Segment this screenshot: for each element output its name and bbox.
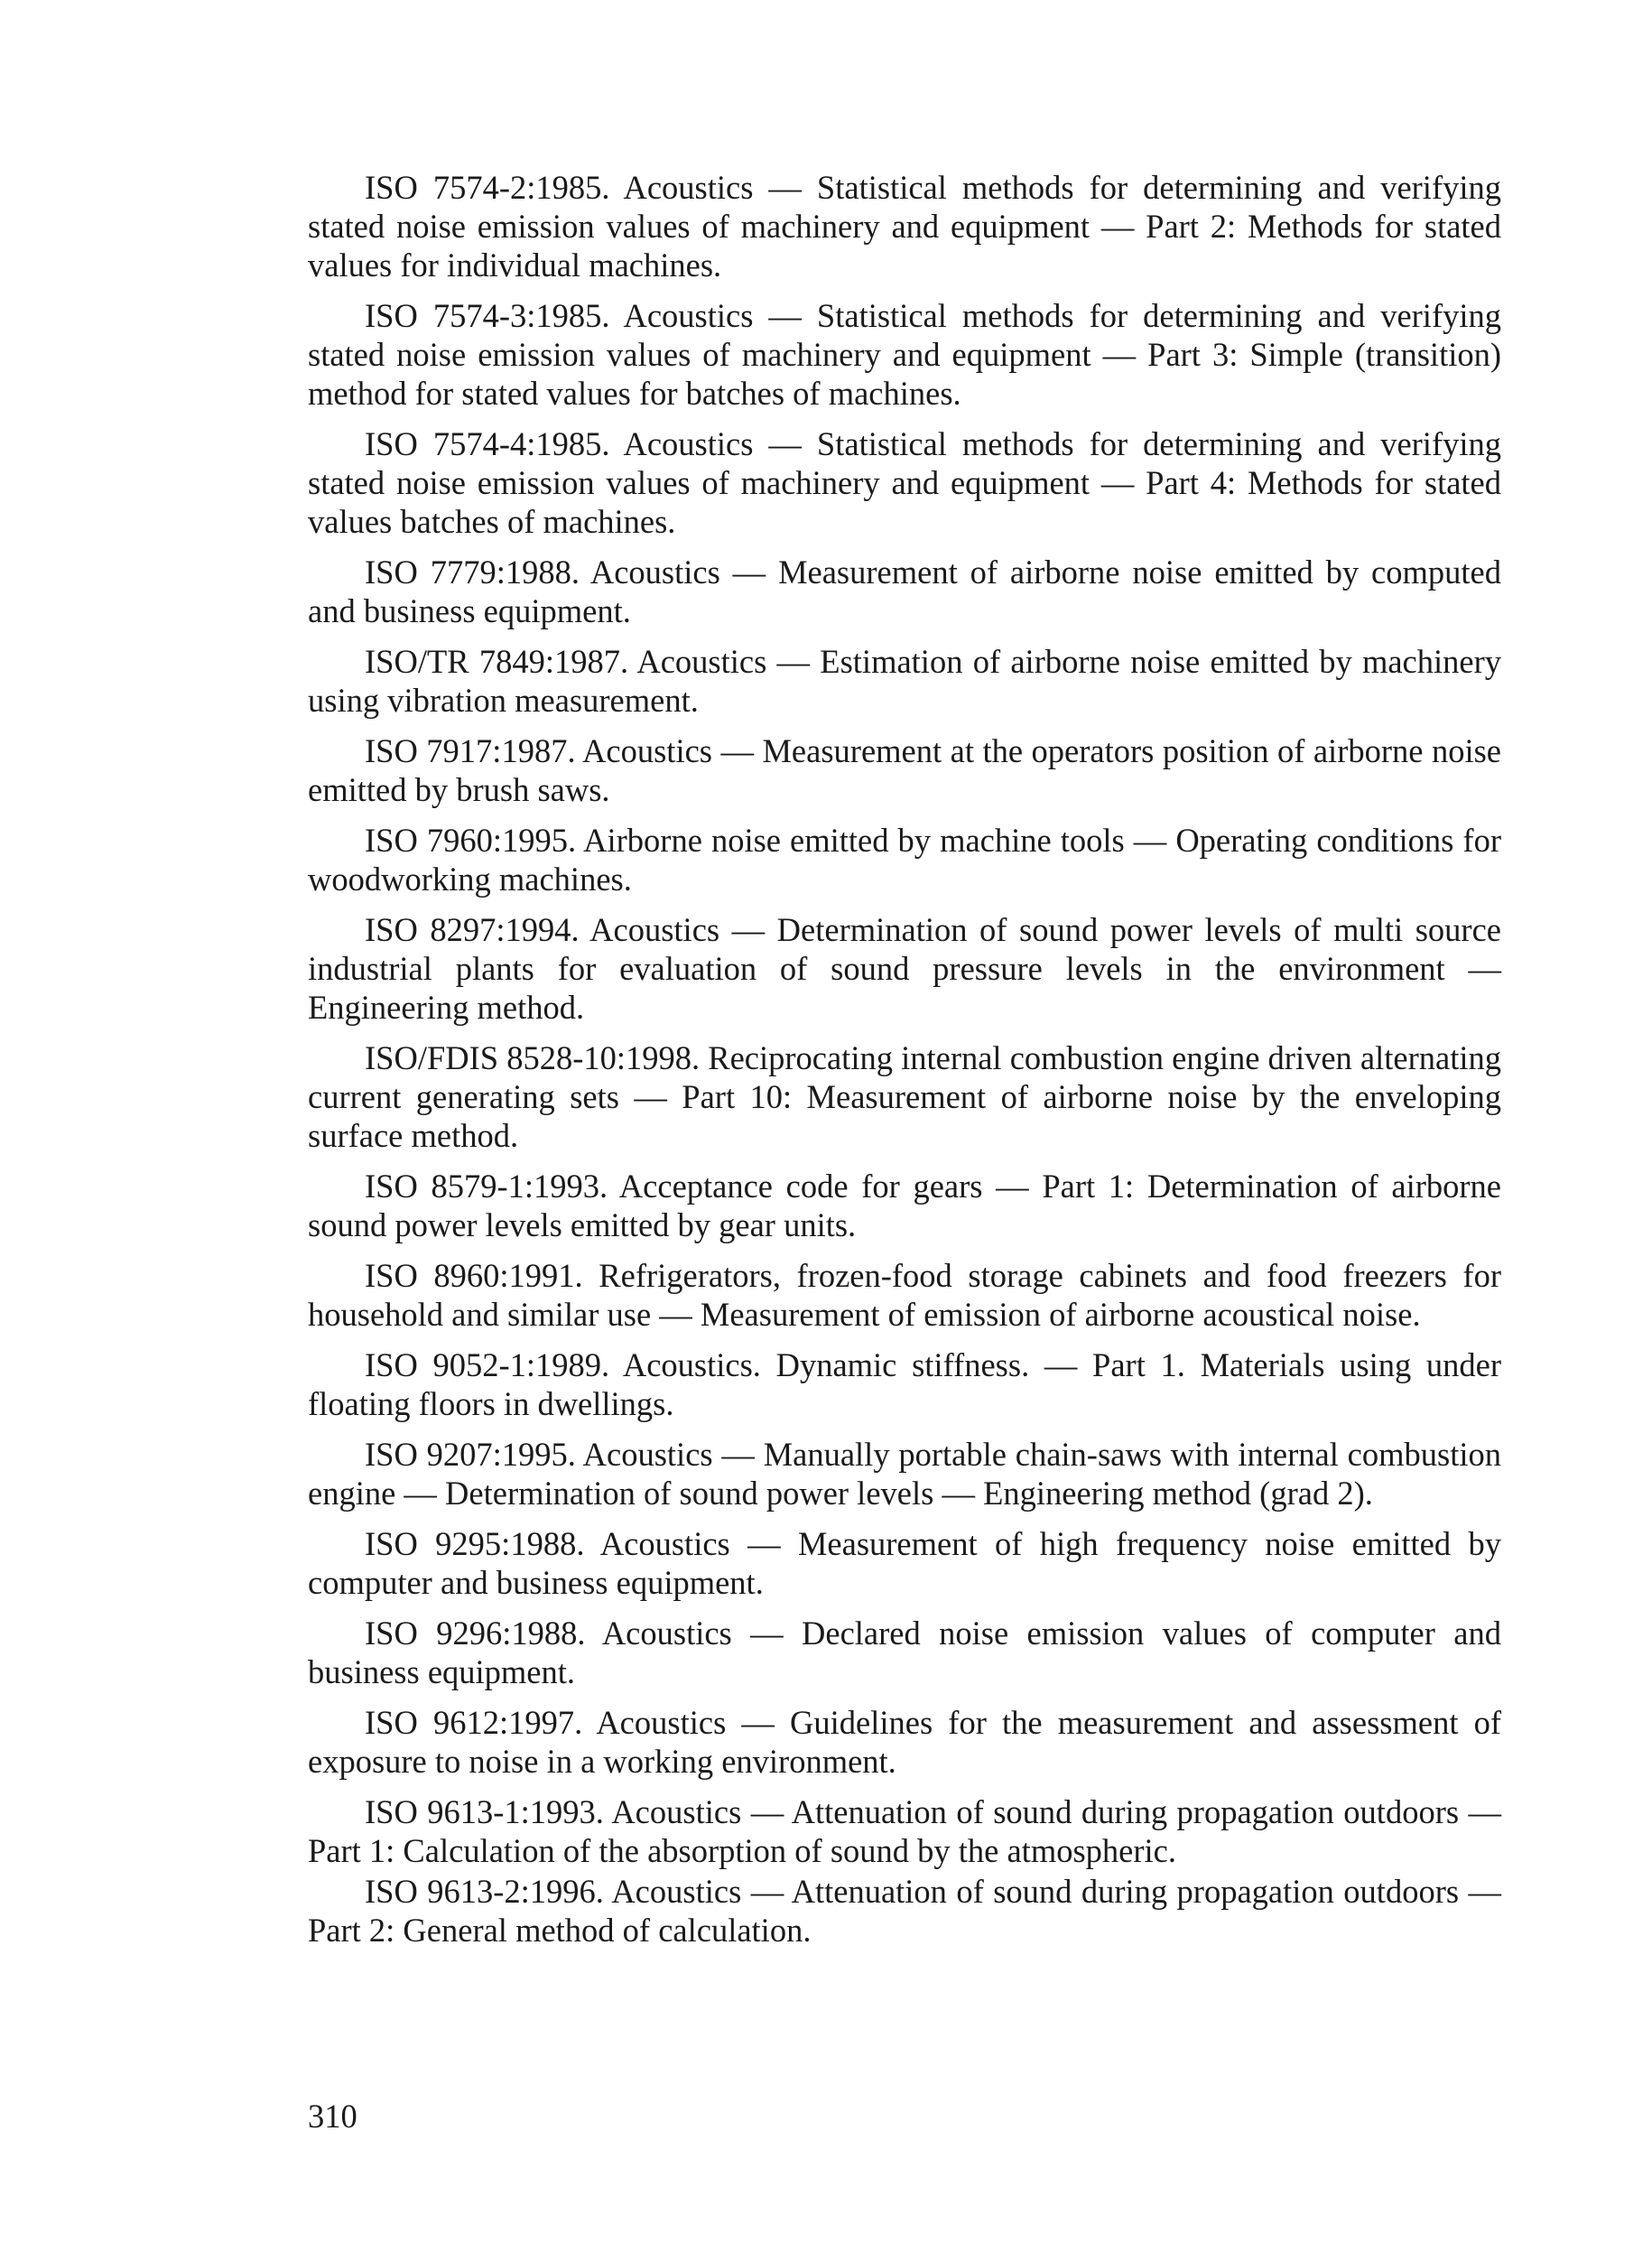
reference-entry-iso-9613-2: ISO 9613-2:1996. Acoustics — Attenuation of sound during propagation outdoors — Part 2: General method of calculation.	[308, 1873, 1501, 1949]
reference-entry-iso-7574-4: ISO 7574-4:1985. Acoustics — Statistical methods for determining and verifying stated noise emission values of machinery and equipment — Part 4: Methods for stated values batches of machines.	[308, 425, 1501, 540]
reference-entry-iso-9613-1: ISO 9613-1:1993. Acoustics — Attenuation of sound during propagation outdoors — Part 1: Calculation of the absorption of sound by the atmospheric.	[308, 1793, 1501, 1869]
reference-entry-iso-9207: ISO 9207:1995. Acoustics — Manually portable chain-saws with internal combustion engine — Determination of sound power levels — Engineering method (grad 2).	[308, 1436, 1501, 1512]
reference-entry-iso-9296: ISO 9296:1988. Acoustics — Declared noise emission values of computer and business equipment.	[308, 1615, 1501, 1690]
page-number: 310	[308, 2098, 357, 2135]
reference-entry-iso-7960: ISO 7960:1995. Airborne noise emitted by machine tools — Operating conditions for woodworking machines.	[308, 822, 1501, 898]
reference-entry-iso-7574-2: ISO 7574-2:1985. Acoustics — Statistical methods for determining and verifying stated noise emission values of machinery and equipment — Part 2: Methods for stated values for individual machines.	[308, 169, 1501, 284]
reference-entry-iso-7779: ISO 7779:1988. Acoustics — Measurement of airborne noise emitted by computed and business equipment.	[308, 554, 1501, 629]
reference-entry-iso-9295: ISO 9295:1988. Acoustics — Measurement of high frequency noise emitted by computer and business equipment.	[308, 1525, 1501, 1601]
reference-entry-iso-8960: ISO 8960:1991. Refrigerators, frozen-food storage cabinets and food freezers for household and similar use — Measurement of emission of airborne acoustical noise.	[308, 1257, 1501, 1333]
reference-list	[308, 168, 1501, 1961]
reference-entry-iso-9052-1: ISO 9052-1:1989. Acoustics. Dynamic stiffness. — Part 1. Materials using under floating floors in dwellings.	[308, 1346, 1501, 1422]
reference-entry-iso-9612: ISO 9612:1997. Acoustics — Guidelines for the measurement and assessment of exposure to noise in a working environment.	[308, 1704, 1501, 1780]
reference-entry-iso-8297: ISO 8297:1994. Acoustics — Determination of sound power levels of multi source industrial plants for evaluation of sound pressure levels in the environment — Engineering method.	[308, 911, 1501, 1026]
reference-entry-iso-7574-3: ISO 7574-3:1985. Acoustics — Statistical methods for determining and verifying stated noise emission values of machinery and equipment — Part 3: Simple (transition) method for stated values for batches of machines.	[308, 297, 1501, 412]
reference-entry-iso-tr-7849: ISO/TR 7849:1987. Acoustics — Estimation of airborne noise emitted by machinery using vibration measurement.	[308, 643, 1501, 719]
reference-entry-iso-8579-1: ISO 8579-1:1993. Acceptance code for gears — Part 1: Determination of airborne sound power levels emitted by gear units.	[308, 1168, 1501, 1243]
reference-entry-iso-fdis-8528-10: ISO/FDIS 8528-10:1998. Reciprocating internal combustion engine driven alternating current generating sets — Part 10: Measurement of airborne noise by the enveloping surface method.	[308, 1039, 1502, 1154]
reference-entry-iso-7917: ISO 7917:1987. Acoustics — Measurement at the operators position of airborne noise emitted by brush saws.	[308, 732, 1501, 808]
